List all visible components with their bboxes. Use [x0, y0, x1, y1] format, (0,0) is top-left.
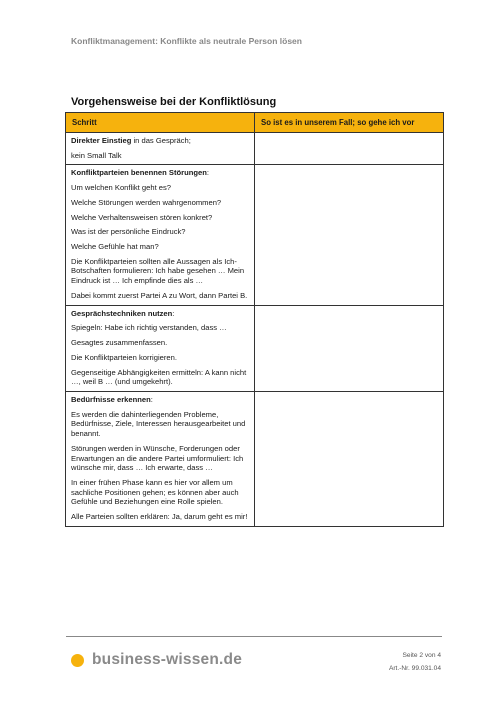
- step-item: Spiegeln: Habe ich richtig verstanden, dass …: [71, 323, 227, 333]
- column-header-our-case: So ist es in unserem Fall; so gehe ich vor: [255, 113, 444, 133]
- step-cell: [66, 305, 255, 391]
- step-cell: [66, 391, 255, 526]
- page-number: Seite 2 von 4: [402, 652, 441, 659]
- step-heading-rest: :: [172, 308, 175, 318]
- step-item: Alle Parteien sollten erklären: Ja, darum geht es mir!: [71, 512, 248, 522]
- step-heading: [71, 309, 249, 319]
- notes-cell: [255, 133, 444, 165]
- step-heading-bold: Direkter Einstieg: [71, 136, 132, 145]
- section-title: Vorgehensweise bei der Konfliktlösung: [71, 96, 277, 108]
- step-item: Was ist der persönliche Eindruck?: [71, 227, 186, 237]
- table-row: [66, 133, 444, 165]
- table-row: [66, 165, 444, 305]
- step-item: Störungen werden in Wünsche, Forderungen oder Erwartungen an die andere Partei umformuliert: Ich wünsche mir, dass … Ich erwarte, dass …: [71, 443, 244, 473]
- step-heading-rest: :: [150, 394, 153, 404]
- step-heading-bold: Bedürfnisse erkennen: [71, 394, 151, 404]
- running-header: Konfliktmanagement: Konflikte als neutrale Person lösen: [71, 36, 302, 46]
- step-heading-bold: Gesprächstechniken nutzen: [71, 308, 173, 318]
- step-item: Welche Störungen werden wahrgenommen?: [71, 197, 222, 207]
- step-item: Um welchen Konflikt geht es?: [71, 183, 172, 193]
- step-item: kein Small Talk: [71, 150, 122, 160]
- conflict-steps-table: [65, 112, 444, 527]
- footer-divider: [66, 636, 442, 637]
- notes-cell: [255, 305, 444, 391]
- logo-text: business-wissen.de: [92, 651, 243, 668]
- table-header-row: [66, 113, 444, 133]
- column-header-step: Schritt: [66, 113, 255, 133]
- step-item: Gegenseitige Abhängigkeiten ermitteln: A kann nicht …, weil B … (und umgekehrt).: [71, 367, 247, 387]
- table-row: [66, 305, 444, 391]
- step-cell: [66, 133, 255, 165]
- step-item: Dabei kommt zuerst Partei A zu Wort, dann Partei B.: [71, 290, 248, 300]
- step-item: Welche Gefühle hat man?: [71, 242, 159, 252]
- article-number: Art.-Nr. 99.031.04: [388, 664, 441, 672]
- step-item: In einer frühen Phase kann es hier vor allem um sachliche Positionen gehen; es können aber auch Gefühle und Beziehungen eine Rolle spielen.: [71, 477, 239, 507]
- step-heading-rest: in das Gespräch;: [131, 136, 191, 145]
- footer-page-info: [389, 650, 441, 675]
- step-heading: [71, 136, 249, 146]
- step-heading-bold: Konfliktparteien benennen Störungen: [71, 168, 207, 178]
- step-item: Die Konfliktparteien sollten alle Aussagen als Ich-Botschaften formulieren: Ich habe gesehen … Mein Eindruck ist … Ich empfinde dies als …: [71, 256, 245, 286]
- notes-cell: [255, 391, 444, 526]
- step-item: Welche Verhaltensweisen stören konkret?: [71, 212, 213, 222]
- step-heading: [71, 395, 249, 405]
- footer-logo: [71, 651, 242, 669]
- step-item: Die Konfliktparteien korrigieren.: [71, 352, 177, 362]
- notes-cell: [255, 165, 444, 305]
- table-row: [66, 391, 444, 526]
- step-cell: [66, 165, 255, 305]
- step-heading-rest: :: [206, 168, 209, 178]
- step-item: Gesagtes zusammenfassen.: [71, 338, 168, 348]
- step-heading: [71, 168, 249, 178]
- step-item: Es werden die dahinterliegenden Probleme, Bedürfnisse, Ziele, Interessen herausgearbeitet und benannt.: [71, 409, 246, 439]
- yellow-dot-logo-icon: [71, 654, 84, 667]
